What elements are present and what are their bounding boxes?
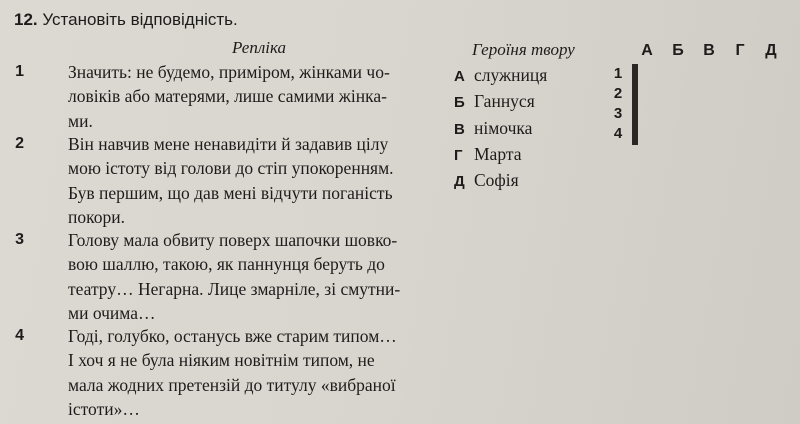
grid-cell[interactable] [637, 125, 638, 145]
reply-line: Годі, голубко, останусь вже старим типом… [68, 326, 397, 346]
reply-line: мою істоту від голови до стіп упокоренням. [68, 158, 394, 179]
grid-row [633, 85, 638, 105]
grid-column-header: В [703, 42, 715, 59]
heroines-header: Героїня твору [472, 40, 575, 59]
reply-line: театру… Негарна. Лице змарніле, зі смутни- [68, 278, 401, 299]
reply-1 [15, 60, 390, 133]
reply-4 [15, 324, 397, 422]
heroine-item [454, 116, 547, 142]
reply-line: вою шаллю, такою, як паннунця беруть до [68, 254, 385, 275]
grid-cell[interactable] [637, 85, 638, 105]
reply-2 [15, 132, 394, 230]
heroine-name: німочка [474, 117, 533, 138]
reply-number: 2 [15, 135, 24, 152]
heroine-item [454, 168, 547, 194]
grid-column-header: Б [672, 42, 684, 59]
grid-row [633, 105, 638, 125]
replies-header: Репліка [232, 38, 286, 57]
grid-row-header: 4 [613, 125, 623, 142]
heroine-name: Ганнуся [474, 91, 535, 112]
reply-number: 3 [15, 231, 24, 248]
task-instruction: Установіть відповідність. [42, 10, 238, 29]
reply-line: І хоч я не була ніяким новітнім типом, не [68, 350, 375, 371]
heroine-letter: Г [454, 146, 463, 164]
reply-line: Був першим, що дав мені відчути поганість [68, 182, 393, 203]
heroine-name: Софія [474, 170, 519, 191]
answer-grid-table [632, 64, 638, 145]
heroine-item [454, 63, 547, 89]
reply-3 [15, 228, 401, 326]
grid-row-header: 2 [613, 85, 623, 102]
grid-row-header: 1 [613, 65, 623, 82]
grid-column-header: Г [735, 42, 745, 59]
reply-line: Голову мала обвиту поверх шапочки шовко- [68, 230, 398, 250]
heroine-name: служниця [474, 65, 548, 85]
grid-column-header: А [641, 42, 653, 59]
heroine-item [454, 89, 547, 115]
reply-number: 4 [15, 327, 24, 344]
reply-line: ми. [68, 110, 93, 131]
reply-line: Він навчив мене ненавидіти й задавив цілу [68, 134, 389, 154]
heroine-letter: В [454, 120, 465, 138]
grid-row [633, 125, 638, 145]
heroine-letter: Б [454, 94, 465, 112]
grid-row [633, 65, 638, 85]
grid-column-header: Д [765, 42, 777, 59]
reply-line: покори. [68, 207, 125, 228]
grid-row-header: 3 [613, 105, 623, 122]
heroine-item [454, 142, 547, 168]
heroine-letter: Д [454, 173, 465, 191]
reply-line: ми очима… [68, 303, 156, 324]
task-number: 12. [14, 10, 38, 29]
heroine-letter: А [454, 68, 465, 85]
reply-line: ловіків або матерями, лише самими жінка- [68, 86, 387, 107]
reply-line: істоти»… [68, 399, 140, 420]
reply-line: Значить: не будемо, приміром, жінками чо- [68, 62, 390, 82]
reply-line: мала жодних претензій до титулу «вибраної [68, 374, 396, 395]
task-title [14, 10, 238, 30]
heroine-name: Марта [474, 143, 522, 164]
reply-number: 1 [15, 63, 24, 80]
grid-cell[interactable] [637, 105, 638, 125]
heroines-list [454, 63, 547, 194]
grid-cell[interactable] [637, 65, 638, 85]
